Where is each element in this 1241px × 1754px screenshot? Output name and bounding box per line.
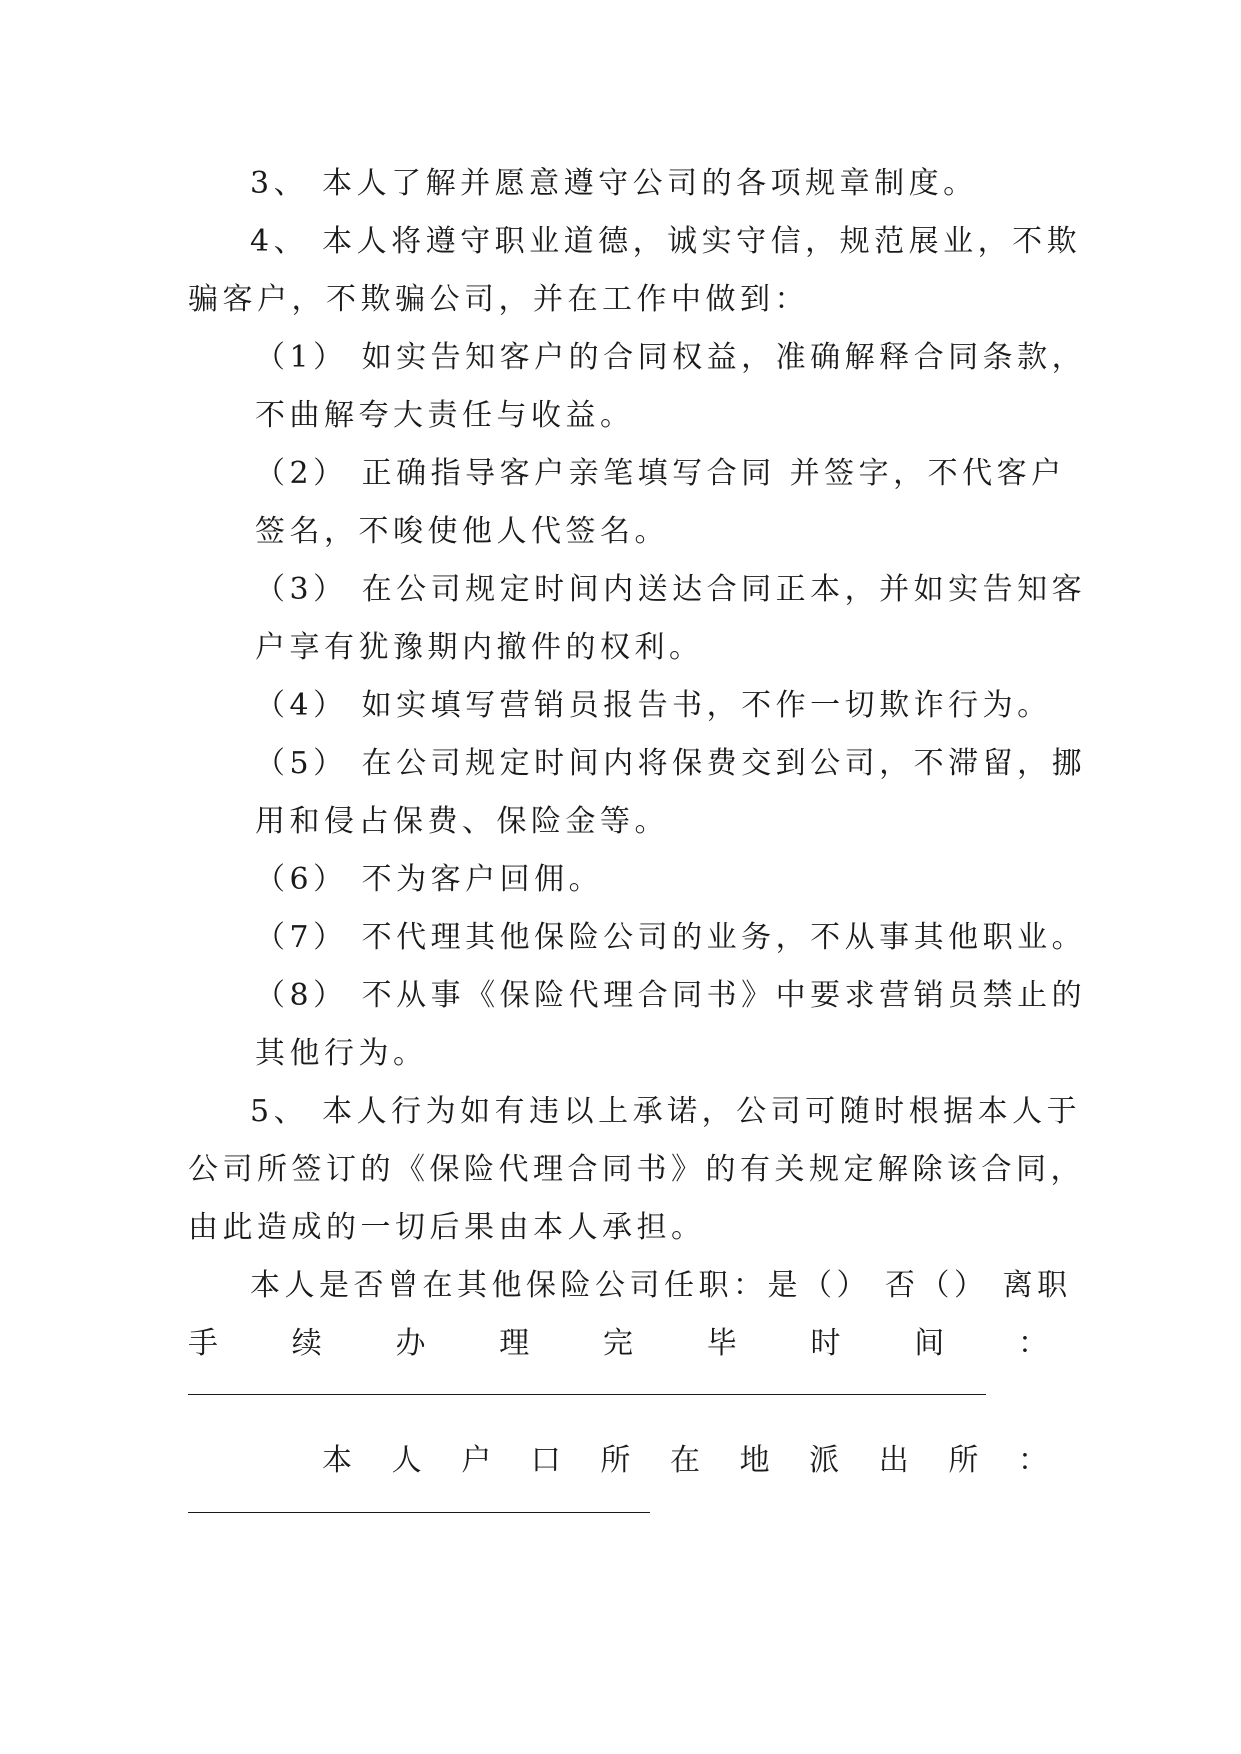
sub-item-5-line-1: （5） 在公司规定时间内将保费交到公司，不滞留，挪 <box>255 746 1087 781</box>
resignation-char: ： <box>1018 1326 1048 1361</box>
police-station-blank-line <box>188 1512 650 1513</box>
sub-item-7: （7） 不代理其他保险公司的业务，不从事其他职业。 <box>255 920 1087 955</box>
sub-item-2-line-2: 签名，不唆使他人代签名。 <box>255 514 669 549</box>
resignation-char: 间 <box>914 1326 945 1361</box>
item-5-line-2: 公司所签订的《保险代理合同书》的有关规定解除该合同， <box>188 1152 1085 1187</box>
item-4-line-1: 4、 本人将遵守职业道德，诚实守信，规范展业，不欺 <box>250 224 1082 259</box>
police-char: 在 <box>669 1443 700 1478</box>
resignation-time-label <box>188 1324 1048 1364</box>
sub-item-4: （4） 如实填写营销员报告书，不作一切欺诈行为。 <box>255 688 1052 723</box>
resignation-time-blank-line <box>188 1394 986 1395</box>
sub-item-2-line-1: （2） 正确指导客户亲笔填写合同 并签字，不代客户 <box>255 456 1066 491</box>
police-char: 口 <box>530 1443 561 1478</box>
item-4-line-2: 骗客户，不欺骗公司，并在工作中做到： <box>188 282 809 317</box>
police-char: 派 <box>809 1443 840 1478</box>
resignation-char: 毕 <box>706 1326 737 1361</box>
police-char: 人 <box>391 1443 422 1478</box>
resignation-char: 时 <box>810 1326 841 1361</box>
sub-item-8-line-1: （8） 不从事《保险代理合同书》中要求营销员禁止的 <box>255 978 1087 1013</box>
resignation-char: 手 <box>188 1326 218 1361</box>
sub-item-3-line-1: （3） 在公司规定时间内送达合同正本，并如实告知客 <box>255 572 1087 607</box>
item-5-line-1: 5、 本人行为如有违以上承诺，公司可随时根据本人于 <box>250 1094 1082 1129</box>
police-char: 所 <box>948 1443 979 1478</box>
prior-employment-question: 本人是否曾在其他保险公司任职：是（） 否（） 离职 <box>250 1268 1072 1303</box>
resignation-char: 理 <box>499 1326 530 1361</box>
item-5-line-3: 由此造成的一切后果由本人承担。 <box>188 1210 706 1245</box>
item-3: 3、 本人了解并愿意遵守公司的各项规章制度。 <box>250 166 978 201</box>
sub-item-6: （6） 不为客户回佣。 <box>255 862 604 897</box>
resignation-char: 完 <box>603 1326 633 1361</box>
police-char: 本 <box>322 1443 352 1478</box>
sub-item-1-line-1: （1） 如实告知客户的合同权益，准确解释合同条款， <box>255 340 1087 375</box>
police-char: 所 <box>600 1443 631 1478</box>
police-char: 地 <box>739 1443 770 1478</box>
resignation-char: 办 <box>395 1326 426 1361</box>
sub-item-3-line-2: 户享有犹豫期内撤件的权利。 <box>255 630 704 665</box>
police-char: 出 <box>878 1443 909 1478</box>
sub-item-8-line-2: 其他行为。 <box>255 1036 428 1071</box>
police-char: 户 <box>461 1443 492 1478</box>
sub-item-1-line-2: 不曲解夸大责任与收益。 <box>255 398 635 433</box>
sub-item-5-line-2: 用和侵占保费、保险金等。 <box>255 804 669 839</box>
police-station-label <box>322 1441 1048 1481</box>
resignation-char: 续 <box>291 1326 322 1361</box>
police-char: ： <box>1017 1443 1048 1478</box>
